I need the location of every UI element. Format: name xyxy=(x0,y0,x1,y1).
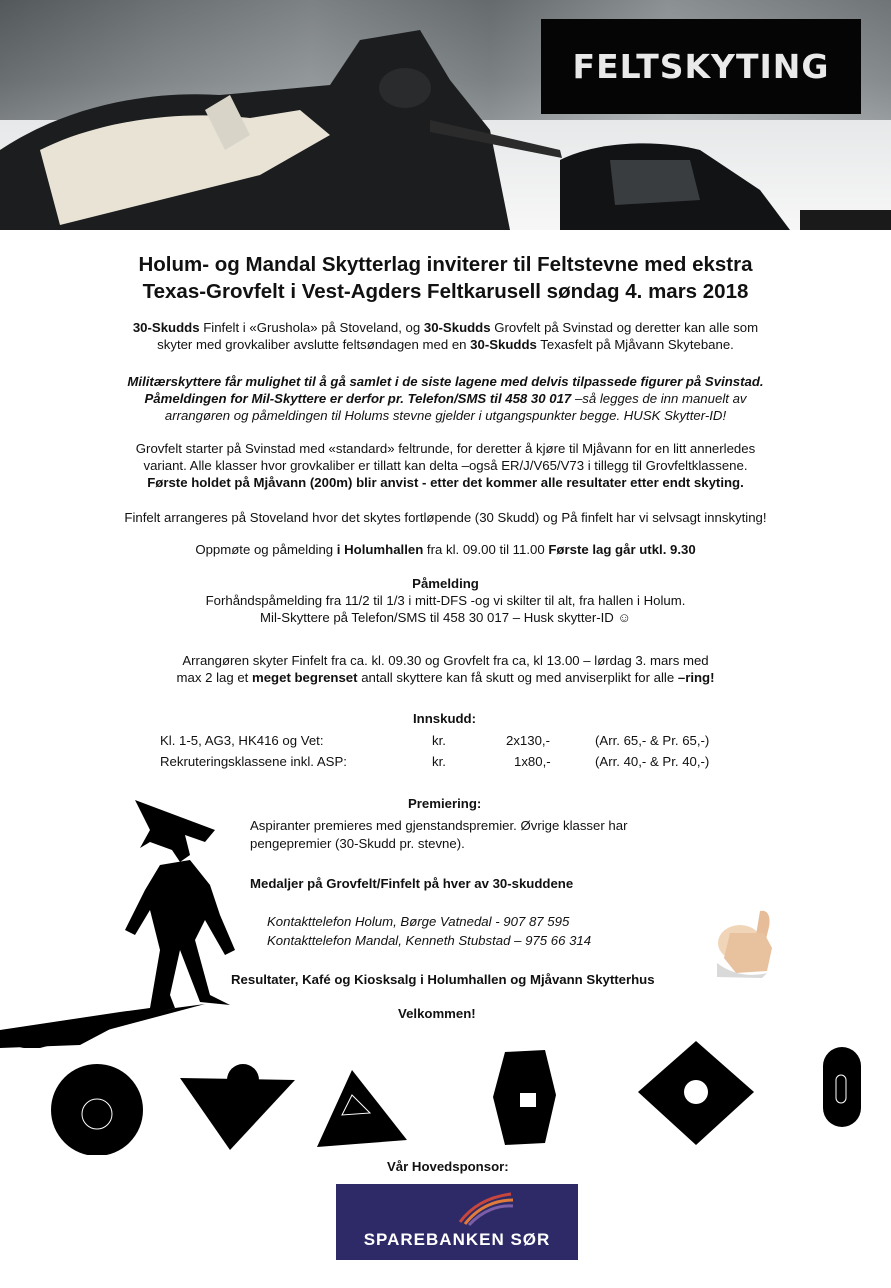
pamelding-section xyxy=(40,575,851,626)
oppmote-paragraph xyxy=(40,541,851,558)
intro-text-1: Finfelt i «Grushola» på Stoveland, og xyxy=(199,320,424,335)
oppmote-first-lag: Første lag går utkl. 9.30 xyxy=(548,542,696,557)
velkommen-text: Velkommen! xyxy=(398,1006,476,1021)
finfelt-paragraph xyxy=(40,509,851,526)
arrangor-text-2: antall skyttere kan få skutt og med anviserplikt for alle xyxy=(357,670,678,685)
slot-target xyxy=(823,1047,861,1127)
military-line-2: Påmeldingen for Mil-Skyttere er derfor pr. Telefon/SMS til 458 30 017 xyxy=(144,391,572,406)
intro-text-4: Texasfelt på Mjåvann Skytebane. xyxy=(536,337,734,352)
intro-bold-3: 30-Skudds xyxy=(470,337,537,352)
premiering-line-2: pengepremier (30-Skudd pr. stevne). xyxy=(250,836,465,851)
arrangor-bold-1: meget begrenset xyxy=(252,670,358,685)
innskudd-kr: kr. xyxy=(432,733,446,748)
target-figures xyxy=(0,1035,891,1155)
pamelding-line-2: Mil-Skyttere på Telefon/SMS til 458 30 017 – Husk skytter-ID ☺ xyxy=(260,610,631,625)
heading-line-1: Holum- og Mandal Skytterlag inviterer til Feltstevne med ekstra xyxy=(138,253,753,276)
military-line-2b: –så legges de inn manuelt av xyxy=(571,391,747,406)
medaljer-text: Medaljer på Grovfelt/Finfelt på hver av 30-skuddene xyxy=(250,876,574,891)
intro-paragraph xyxy=(40,319,851,353)
innskudd-class: Rekruteringsklassene inkl. ASP: xyxy=(160,754,347,769)
contact-holum: Kontakttelefon Holum, Børge Vatnedal - 907 87 595 xyxy=(267,914,570,929)
sponsor-logo xyxy=(336,1184,578,1260)
innskudd-title: Innskudd: xyxy=(413,711,477,726)
arrangor-bold-2: –ring! xyxy=(677,670,715,685)
diamond-target xyxy=(638,1041,754,1145)
military-line-1: Militærskyttere får mulighet til å gå samlet i de siste lagene med delvis tilpassede figurer på Svinstad. xyxy=(127,374,764,389)
feltskyting-banner xyxy=(541,19,861,114)
grovfelt-line-3: Første holdet på Mjåvann (200m) blir anvist - etter det kommer alle resultater etter endt skyting. xyxy=(147,475,744,490)
oppmote-time: fra kl. 09.00 til 11.00 xyxy=(423,542,549,557)
innskudd-class: Kl. 1-5, AG3, HK416 og Vet: xyxy=(160,733,324,748)
military-line-3: arrangøren og påmeldingen til Holums stevne gjelder i utgangspunkter begge. HUSK Skytter-ID! xyxy=(164,408,727,423)
pamelding-line-1: Forhåndspåmelding fra 11/2 til 1/3 i mitt-DFS -og vi skilter til alt, fra hallen i Holum. xyxy=(205,593,686,608)
heading-line-2: Texas-Grovfelt i Vest-Agders Feltkarusell søndag 4. mars 2018 xyxy=(142,280,749,303)
innskudd-kr: kr. xyxy=(432,754,446,769)
invitation-heading xyxy=(60,251,831,305)
intro-text-2: Grovfelt på Svinstad og deretter kan alle som xyxy=(490,320,759,335)
pamelding-title: Påmelding xyxy=(412,576,479,591)
round-target xyxy=(51,1064,143,1155)
intro-bold-1: 30-Skudds xyxy=(132,320,200,335)
cowboy-silhouette xyxy=(0,790,260,1050)
premiering-line-1: Aspiranter premieres med gjenstandspremier. Øvrige klasser har xyxy=(250,818,628,833)
arrangor-line-1: Arrangøren skyter Finfelt fra ca. kl. 09.30 og Grovfelt fra ca, kl 13.00 – lørdag 3. mars med xyxy=(182,653,709,668)
intro-bold-2: 30-Skudds xyxy=(423,320,491,335)
oppmote-place: i Holumhallen xyxy=(336,542,424,557)
military-paragraph xyxy=(40,373,851,424)
crawling-target xyxy=(180,1064,295,1150)
innskudd-amount: 2x130,- xyxy=(506,733,550,748)
resultater-text: Resultater, Kafé og Kiosksalg i Holumhallen og Mjåvann Skytterhus xyxy=(231,972,655,987)
arrangor-text-1: max 2 lag et xyxy=(176,670,252,685)
sponsor-label: Vår Hovedsponsor: xyxy=(387,1159,509,1174)
sponsor-name: SPAREBANKEN SØR xyxy=(363,1230,551,1249)
innskudd-split: (Arr. 40,- & Pr. 40,-) xyxy=(595,754,710,769)
helmet-target xyxy=(317,1070,407,1147)
banner-title: FELTSKYTING xyxy=(572,47,830,86)
sponsor-swoosh-icon xyxy=(455,1192,515,1226)
grovfelt-line-1: Grovfelt starter på Svinstad med «standard» feltrunde, for deretter å kjøre til Mjåvann for en litt annerledes xyxy=(135,441,756,456)
finfelt-line-1: Finfelt arrangeres på Stoveland hvor det skytes fortløpende (30 Skudd) og På finfelt har vi selvsagt innskyting! xyxy=(124,510,767,525)
innskudd-amount: 1x80,- xyxy=(514,754,551,769)
hero-photo xyxy=(0,0,891,230)
grovfelt-line-2: variant. Alle klasser hvor grovkaliber er tillatt kan delta –også ER/J/V65/V73 i tillegg til Grovfeltklassene. xyxy=(143,458,748,473)
bottle-target xyxy=(493,1050,556,1145)
grovfelt-paragraph xyxy=(40,440,851,491)
innskudd-split: (Arr. 65,- & Pr. 65,-) xyxy=(595,733,710,748)
contact-mandal: Kontakttelefon Mandal, Kenneth Stubstad – 975 66 314 xyxy=(267,933,592,948)
oppmote-text-1: Oppmøte og påmelding xyxy=(195,542,337,557)
thumbs-up-icon xyxy=(712,903,782,978)
intro-text-3: skyter med grovkaliber avslutte feltsøndagen med en xyxy=(157,337,471,352)
arrangor-paragraph xyxy=(40,652,851,686)
premiering-title: Premiering: xyxy=(408,796,482,811)
